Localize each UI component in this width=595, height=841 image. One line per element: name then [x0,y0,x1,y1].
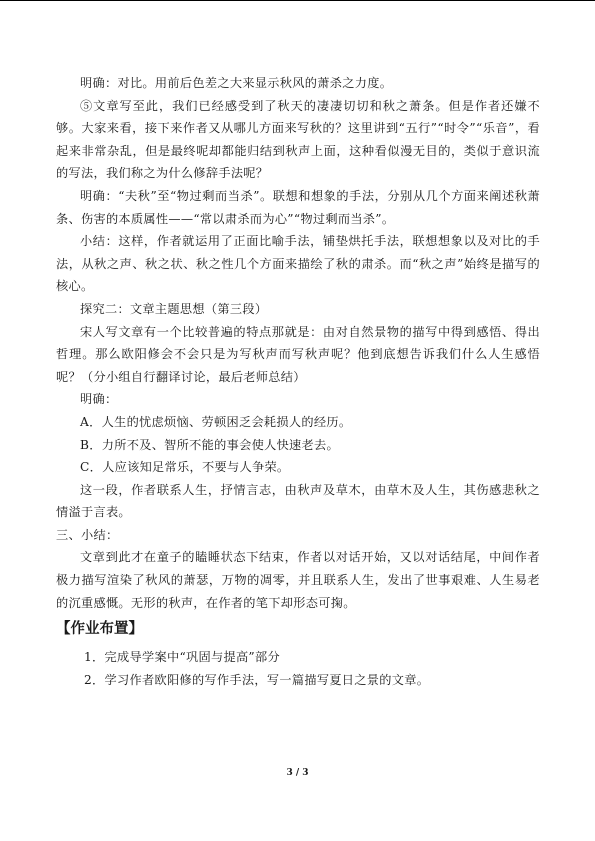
page-top-rule [0,0,595,1]
section-summary-heading: 三、小结： [56,527,119,542]
paragraph-point-five: ⑤文章写至此，我们已经感受到了秋天的凄凄切切和秋之萧条。但是作者还嫌不够。大家来看，接下来作者又从哪儿方面来写秋的？这里讲到“五行”“时令”“乐音”，看起来非常杂乱，但是最终呢却都能归结到秋声上面，这种看似漫无目的，类似于意识流的写法，我们称之为什么修辞手法呢？ [56,98,540,181]
paragraph-song-writers: 宋人写文章有一个比较普遍的特点那就是：由对自然景物的描写中得到感悟、得出哲理。那么欧阳修会不会只是为写秋声而写秋声呢？他到底想告诉我们什么人生感悟呢？（分小组自行翻译讨论，最后老师总结） [56,324,540,384]
list-item-b: B．力所不及、智所不能的事会使人快速老去。 [80,437,340,452]
paragraph-third-section: 这一段，作者联系人生，抒情言志，由秋声及草木，由草木及人生，其伤感悲秋之情溢于言表。 [56,482,540,520]
paragraph-mingque-fuqiu: 明确：“夫秋”至“物过剩而当杀”。联想和想象的手法，分别从几个方面来阐述秋萧条、伤害的本质属性——“常以肃杀而为心”“物过剩而当杀”。 [56,188,540,226]
list-item-a: A．人生的忧虑烦恼、劳顿困乏会耗损人的经历。 [80,414,352,429]
homework-item-1: 1．完成导学案中“巩固与提高”部分 [84,650,280,665]
paragraph-mingque-contrast: 明确：对比。用前后色差之大来显示秋风的萧杀之力度。 [80,76,393,90]
paragraph-explore-two: 探究二：文章主题思想（第三段） [80,301,268,316]
paragraph-conclusion: 文章到此才在童子的瞌睡状态下结束，作者以对话开始，又以对话结尾，中间作者极力描写渲染了秋风的萧瑟，万物的凋零，并且联系人生，发出了世事艰难、人生易老的沉重感慨。无形的秋声，在作者的笔下却形态可掬。 [56,550,540,610]
document-body [56,72,540,691]
page-number: 3 / 3 [286,768,309,778]
paragraph-mingque-label: 明确： [80,392,118,407]
homework-heading: 【作业布置】 [56,621,143,638]
list-item-c: C．人应该知足常乐，不要与人争荣。 [80,460,290,475]
paragraph-summary: 小结：这样，作者就运用了正面比喻手法，铺垫烘托手法，联想想象以及对比的手法，从秋之声、秋之状、秋之性几个方面来描绘了秋的肃杀。而“秋之声”始终是描写的核心。 [56,234,540,294]
homework-item-2: 2．学习作者欧阳修的写作手法，写一篇描写夏日之景的文章。 [84,672,430,687]
